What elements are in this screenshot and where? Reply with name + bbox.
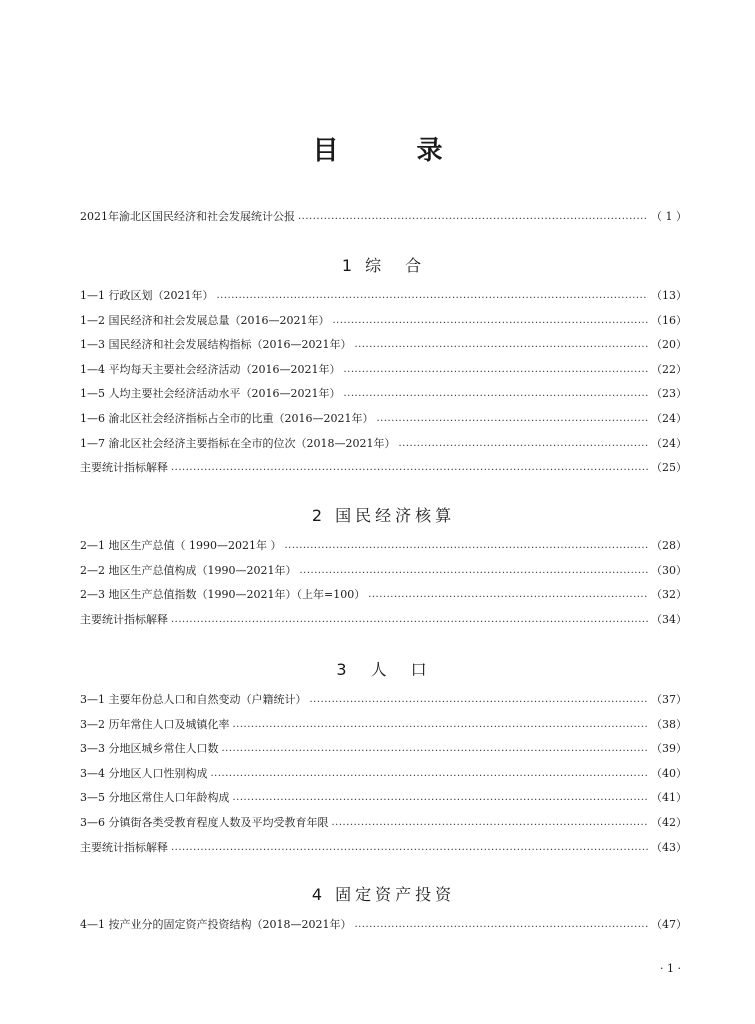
toc-entry-page: （20） [651, 338, 687, 352]
toc-entry-label: 3—2 历年常住人口及城镇化率 [80, 717, 230, 731]
toc-entry[interactable] [80, 361, 687, 386]
toc-entry-page: （42） [651, 815, 687, 829]
toc-entry-page: （47） [651, 918, 687, 931]
toc-entry-label: 3—4 分地区人口性别构成 [80, 766, 208, 780]
toc-entry-label: 2—1 地区生产总值（ 1990—2021年 ） [80, 539, 282, 552]
toc-entry-label: 4—1 按产业分的固定资产投资结构（2018—2021年） [80, 918, 352, 931]
toc-entry[interactable] [80, 611, 687, 636]
toc-leader-dots [354, 920, 648, 934]
section-4 [80, 882, 687, 941]
toc-entry-page: （30） [651, 563, 687, 577]
toc-entry-page: （40） [651, 766, 687, 780]
toc-entry-label: 3—3 分地区城乡常住人口数 [80, 742, 219, 756]
toc-entry[interactable] [80, 537, 687, 562]
toc-entry-page: （41） [651, 791, 687, 805]
section-heading: 2 国民经济核算 [311, 506, 456, 525]
toc-entry[interactable] [80, 740, 687, 765]
toc-entry-page: （13） [651, 289, 687, 302]
toc-entry-page: （24） [651, 436, 687, 450]
toc-entry-intro[interactable] [80, 208, 687, 233]
page-number: · 1 · [660, 962, 681, 975]
toc-leader-dots [343, 389, 648, 403]
toc-entry-page: （23） [651, 387, 687, 401]
toc-leader-dots [343, 365, 648, 379]
toc-entry[interactable] [80, 435, 687, 460]
toc-leader-dots [310, 695, 649, 709]
toc-entry-label: 3—5 分地区常住人口年龄构成 [80, 791, 230, 805]
toc-entry[interactable] [80, 814, 687, 839]
toc-leader-dots [171, 843, 648, 857]
toc-entry[interactable] [80, 336, 687, 361]
toc-entry[interactable] [80, 789, 687, 814]
toc-leader-dots [298, 212, 648, 226]
toc-entry-page: （24） [651, 411, 687, 425]
toc-entry[interactable] [80, 916, 687, 941]
section-3 [80, 657, 687, 863]
toc-leader-dots [217, 291, 649, 305]
toc-entry[interactable] [80, 410, 687, 435]
toc-entry-label: 1—5 人均主要社会经济活动水平（2016—2021年） [80, 387, 341, 401]
toc-entry-label: 2021年渝北区国民经济和社会发展统计公报 [80, 210, 295, 223]
toc-entry-label: 3—6 分镇街各类受教育程度人数及平均受教育年限 [80, 815, 329, 829]
toc-entry-page: （28） [651, 539, 687, 552]
section-1 [80, 253, 687, 484]
toc-entry-label: 1—2 国民经济和社会发展总量（2016—2021年） [80, 313, 330, 327]
toc-entry-label: 1—7 渝北区社会经济主要指标在全市的位次（2018—2021年） [80, 436, 396, 450]
toc-leader-dots [368, 590, 648, 604]
toc-entry-page: （43） [651, 840, 687, 854]
toc-entry-label: 2—3 地区生产总值指数（1990—2021年）（上年=100） [80, 588, 366, 602]
toc-entry[interactable] [80, 459, 687, 484]
toc-entry-label: 2—2 地区生产总值构成（1990—2021年） [80, 563, 297, 577]
toc-entry-label: 主要统计指标解释 [80, 612, 168, 626]
toc-leader-dots [332, 316, 648, 330]
toc-entry[interactable] [80, 839, 687, 864]
toc-entry[interactable] [80, 562, 687, 587]
toc-leader-dots [171, 463, 648, 477]
toc-leader-dots [211, 769, 649, 783]
toc-entry-label: 1—1 行政区划（2021年） [80, 289, 214, 302]
toc-leader-dots [354, 340, 648, 354]
toc-entry-page: （22） [651, 362, 687, 376]
toc-entry-label: 1—6 渝北区社会经济指标占全市的比重（2016—2021年） [80, 411, 374, 425]
toc-entry[interactable] [80, 765, 687, 790]
toc-entry[interactable] [80, 586, 687, 611]
toc-leader-dots [299, 566, 648, 580]
toc-entry[interactable] [80, 312, 687, 337]
toc-entry-page: （32） [651, 588, 687, 602]
toc-entry-label: 1—3 国民经济和社会发展结构指标（2016—2021年） [80, 338, 352, 352]
toc-entry[interactable] [80, 691, 687, 716]
section-2 [80, 503, 687, 635]
toc-entry-label: 主要统计指标解释 [80, 461, 168, 475]
page-title: 目 录 [312, 136, 469, 166]
section-heading: 1 综 合 [341, 256, 426, 275]
toc-entry-label: 1—4 平均每天主要社会经济活动（2016—2021年） [80, 362, 341, 376]
toc-entry-page: （37） [651, 693, 687, 706]
toc-entry[interactable] [80, 385, 687, 410]
toc-leader-dots [222, 744, 649, 758]
toc-leader-dots [376, 414, 648, 428]
section-heading: 3 人 口 [336, 660, 431, 679]
toc-entry-page: （38） [651, 717, 687, 731]
toc-entry-label: 主要统计指标解释 [80, 840, 168, 854]
toc-entry-page: （39） [651, 742, 687, 756]
toc-leader-dots [284, 541, 648, 555]
toc-leader-dots [171, 615, 648, 629]
section-heading: 4 固定资产投资 [311, 885, 456, 904]
toc-entry[interactable] [80, 287, 687, 312]
toc-entry-page: （ 1 ） [651, 210, 687, 223]
toc-entry-label: 3—1 主要年份总人口和自然变动（户籍统计） [80, 693, 307, 706]
toc-leader-dots [398, 439, 648, 453]
toc-leader-dots [233, 720, 649, 734]
toc-entry[interactable] [80, 716, 687, 741]
toc-leader-dots [233, 793, 649, 807]
toc-entry-page: （25） [651, 461, 687, 475]
toc-entry-page: （16） [651, 313, 687, 327]
toc-entry-page: （34） [651, 612, 687, 626]
toc-leader-dots [332, 818, 649, 832]
